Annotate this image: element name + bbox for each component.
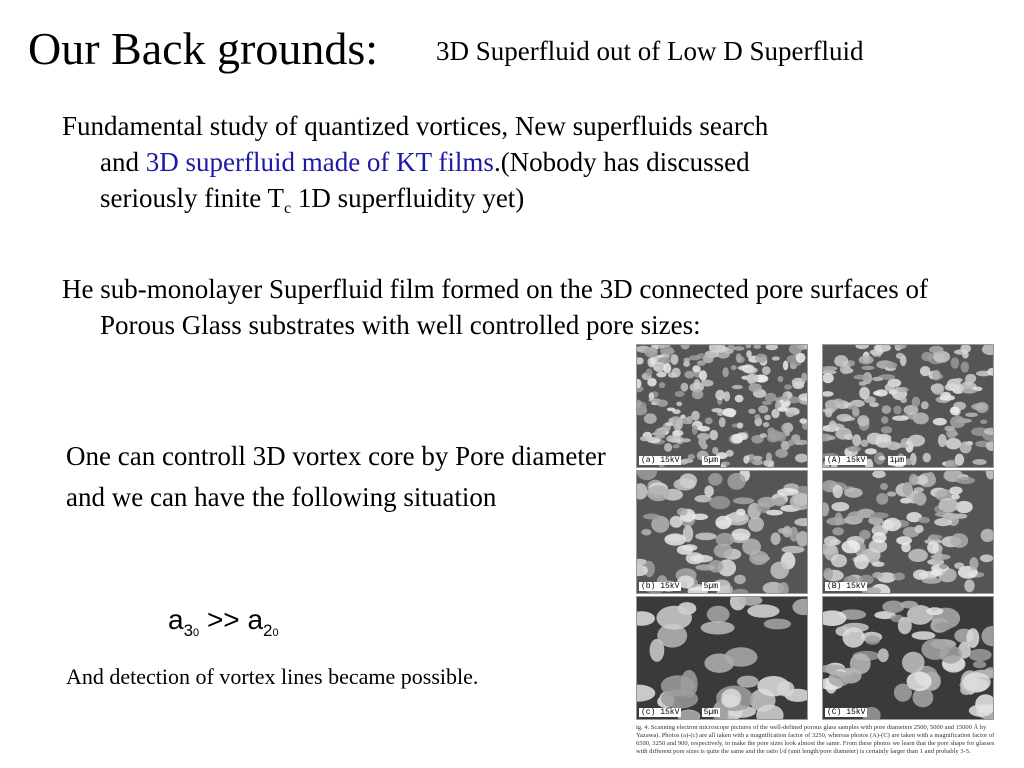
sem-panel xyxy=(822,596,994,720)
sem-panel-label: (C) 15kV xyxy=(827,708,866,717)
sem-panel xyxy=(822,470,994,594)
formula-subsub1: 0 xyxy=(193,627,200,639)
formula-operator: >> xyxy=(199,604,248,635)
paragraph-he-film xyxy=(62,271,962,343)
tc-subscript: c xyxy=(283,200,292,217)
sem-scale-bar-label: 1µm xyxy=(889,456,904,465)
formula-core-size xyxy=(168,604,279,641)
p1-line3b: 1D superfluidity yet) xyxy=(291,183,525,213)
formula-sub1: 3 xyxy=(183,621,194,640)
sem-panel-label: (c) 15kV xyxy=(641,708,680,717)
side-text-vortex-core: One can controll 3D vortex core by Pore diameter and we can have the following situation xyxy=(66,441,606,512)
formula-sub2: 2 xyxy=(263,621,273,640)
p1-line3a: seriously finite T xyxy=(100,183,284,213)
sem-scale-bar-label: 5µm xyxy=(703,582,718,591)
sem-scale-bar-label: 5µm xyxy=(703,708,718,717)
sem-panel xyxy=(636,596,808,720)
sem-figure xyxy=(636,344,996,762)
sem-scale-bar-label: 5µm xyxy=(703,456,718,465)
note-vortex-detection: And detection of vortex lines became possible. xyxy=(66,664,479,689)
sem-panel-label: (B) 15kV xyxy=(827,582,866,591)
paragraph-fundamental-study xyxy=(62,108,962,216)
highlight-3d-superfluid: 3D superfluid made of KT films xyxy=(145,147,494,177)
sem-figure-caption: ig. 4. Scanning electron microscope pictures of the well-defined porous glass samples with pore diameters 2500, 5000 and 15000 Å by Yazawa). Photos (a)-(c) are all taken with a magnification factor of 3250, whereas photos (A)-(C) are taken with a magnification factor of 6500, 3250 and 900, respectively, to make the pore sizes look almost the same. From these photos we learn that the pore shape for glasses with different pore sizes is quite the same and the ratio l/d (unit length/pore diameter) is certainly larger than 1 and probably 3-5. xyxy=(636,724,995,755)
sem-panel-label: (b) 15kV xyxy=(641,582,680,591)
formula-subsub2: 0 xyxy=(272,627,279,639)
p1-and: and xyxy=(100,147,146,177)
sem-panel-label: (a) 15kV xyxy=(641,456,680,465)
slide-subtitle: 3D Superfluid out of Low D Superfluid xyxy=(436,36,864,66)
p2-text: He sub-monolayer Superfluid film formed on the 3D connected pore surfaces of Porous Glass substrates with well controlled pore sizes: xyxy=(62,274,928,340)
sem-panel-label: (A) 15kV xyxy=(827,456,866,465)
sem-panel xyxy=(636,470,808,594)
p1-line1: Fundamental study of quantized vortices, New superfluids search xyxy=(62,111,769,141)
sem-panel xyxy=(636,344,808,468)
formula-a1: a xyxy=(168,604,184,635)
p1-rest: .(Nobody has discussed xyxy=(493,147,750,177)
formula-a2: a xyxy=(247,604,264,635)
sem-panel xyxy=(822,344,994,468)
slide-title: Our Back grounds: xyxy=(28,23,379,74)
